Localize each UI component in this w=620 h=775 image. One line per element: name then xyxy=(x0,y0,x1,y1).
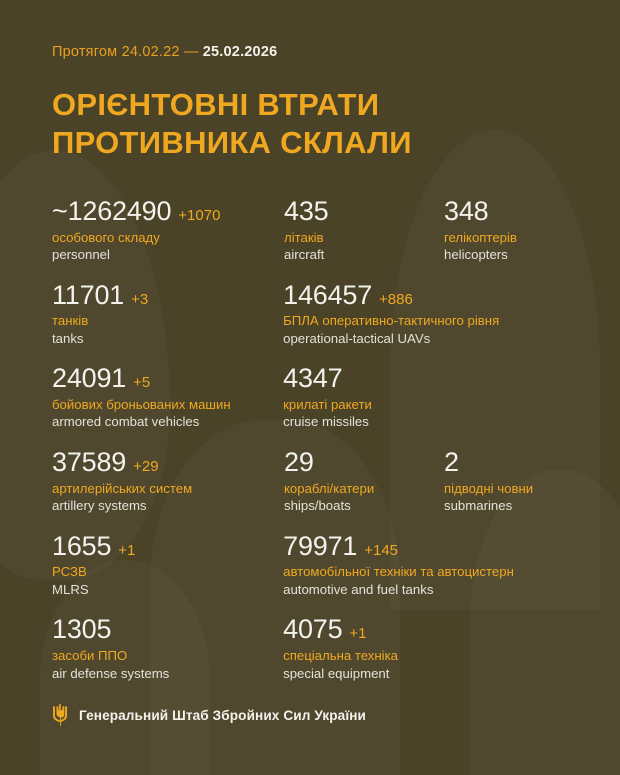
loss-label-ua: крилаті ракети xyxy=(283,396,372,412)
date-range xyxy=(52,44,574,60)
losses-row xyxy=(52,281,574,348)
loss-delta: +145 xyxy=(364,541,399,559)
loss-value: 29 xyxy=(284,446,314,477)
page-title-line1: ОРІЄНТОВНІ ВТРАТИ xyxy=(52,87,380,122)
loss-label-en: artillery systems xyxy=(52,498,147,514)
loss-label-ua: РСЗВ xyxy=(52,564,87,580)
loss-item-cruise-missiles xyxy=(283,364,574,431)
loss-value: 1655 xyxy=(52,530,112,561)
loss-value: 79971 xyxy=(283,530,358,561)
loss-label-ua: кораблі/катери xyxy=(284,480,375,496)
loss-label-en: special equipment xyxy=(283,665,390,681)
loss-label-en: tanks xyxy=(52,330,84,346)
loss-item-special-equipment xyxy=(283,615,574,682)
loss-item-tanks xyxy=(52,281,283,348)
page-title-line2: ПРОТИВНИКА СКЛАЛИ xyxy=(52,125,412,161)
loss-value: 1305 xyxy=(52,614,112,645)
loss-item-aircraft xyxy=(284,197,444,264)
loss-delta: +5 xyxy=(133,374,151,392)
loss-label-ua: засоби ППО xyxy=(52,648,128,663)
loss-value: 37589 xyxy=(52,446,127,477)
loss-value: 146457 xyxy=(283,279,373,310)
loss-delta: +1070 xyxy=(178,206,221,224)
loss-value: ~1262490 xyxy=(52,195,172,226)
date-prefix: Протягом xyxy=(52,44,118,60)
loss-value: 4075 xyxy=(283,614,343,645)
loss-item-mlrs xyxy=(52,532,283,599)
loss-item-submarines xyxy=(444,448,574,515)
loss-value: 435 xyxy=(284,195,329,226)
loss-label-ua: спеціальна техніка xyxy=(283,648,398,663)
losses-row xyxy=(52,364,574,431)
losses-row xyxy=(52,615,574,682)
loss-label-en: operational-tactical UAVs xyxy=(283,330,431,346)
date-dash: — xyxy=(183,44,199,60)
loss-label-en: automotive and fuel tanks xyxy=(283,581,434,597)
loss-label-ua: особового складу xyxy=(52,229,160,245)
losses-row xyxy=(52,532,574,599)
loss-item-personnel xyxy=(52,197,284,264)
loss-delta: +3 xyxy=(131,290,149,308)
loss-item-helicopters xyxy=(444,197,574,264)
trident-icon xyxy=(52,704,68,726)
losses-grid xyxy=(52,197,574,682)
loss-label-en: armored combat vehicles xyxy=(52,414,200,430)
loss-label-en: MLRS xyxy=(52,581,89,597)
loss-label-en: air defense systems xyxy=(52,665,170,681)
loss-delta: +886 xyxy=(379,290,413,308)
losses-row xyxy=(52,448,574,515)
losses-row xyxy=(52,197,574,264)
loss-delta: +1 xyxy=(118,541,136,559)
footer-text: Генеральний Штаб Збройних Сил України xyxy=(79,707,367,723)
loss-value: 2 xyxy=(444,446,459,477)
loss-label-ua: бойових броньованих машин xyxy=(52,396,231,412)
loss-label-en: ships/boats xyxy=(284,498,351,514)
date-end: 25.02.2026 xyxy=(202,44,278,60)
loss-delta: +1 xyxy=(349,625,367,643)
loss-label-ua: літаків xyxy=(284,229,324,245)
loss-label-ua: БПЛА оперативно-тактичного рівня xyxy=(283,313,500,329)
loss-label-ua: автомобільної техніки та автоцистерн xyxy=(283,564,514,580)
footer xyxy=(52,704,574,726)
loss-label-en: submarines xyxy=(444,498,513,514)
loss-item-automotive-fuel-tanks xyxy=(283,532,574,599)
loss-value: 24091 xyxy=(52,363,127,394)
loss-label-en: personnel xyxy=(52,247,110,263)
loss-item-uavs xyxy=(283,281,574,348)
loss-value: 11701 xyxy=(52,279,125,310)
loss-value: 348 xyxy=(444,195,489,226)
loss-delta: +29 xyxy=(133,457,159,475)
loss-value: 4347 xyxy=(283,363,343,394)
loss-item-air-defense-systems xyxy=(52,615,283,682)
loss-label-en: helicopters xyxy=(444,247,508,263)
loss-label-en: cruise missiles xyxy=(283,414,369,430)
loss-item-armored-combat-vehicles xyxy=(52,364,283,431)
page-title xyxy=(52,86,574,163)
loss-item-ships-boats xyxy=(284,448,444,515)
loss-label-ua: артилерійських систем xyxy=(52,480,193,496)
loss-label-ua: танків xyxy=(52,313,89,329)
loss-label-ua: підводні човни xyxy=(444,480,534,496)
loss-item-artillery-systems xyxy=(52,448,284,515)
date-start: 24.02.22 xyxy=(121,44,180,60)
loss-label-ua: гелікоптерів xyxy=(444,229,517,245)
loss-label-en: aircraft xyxy=(284,247,325,263)
